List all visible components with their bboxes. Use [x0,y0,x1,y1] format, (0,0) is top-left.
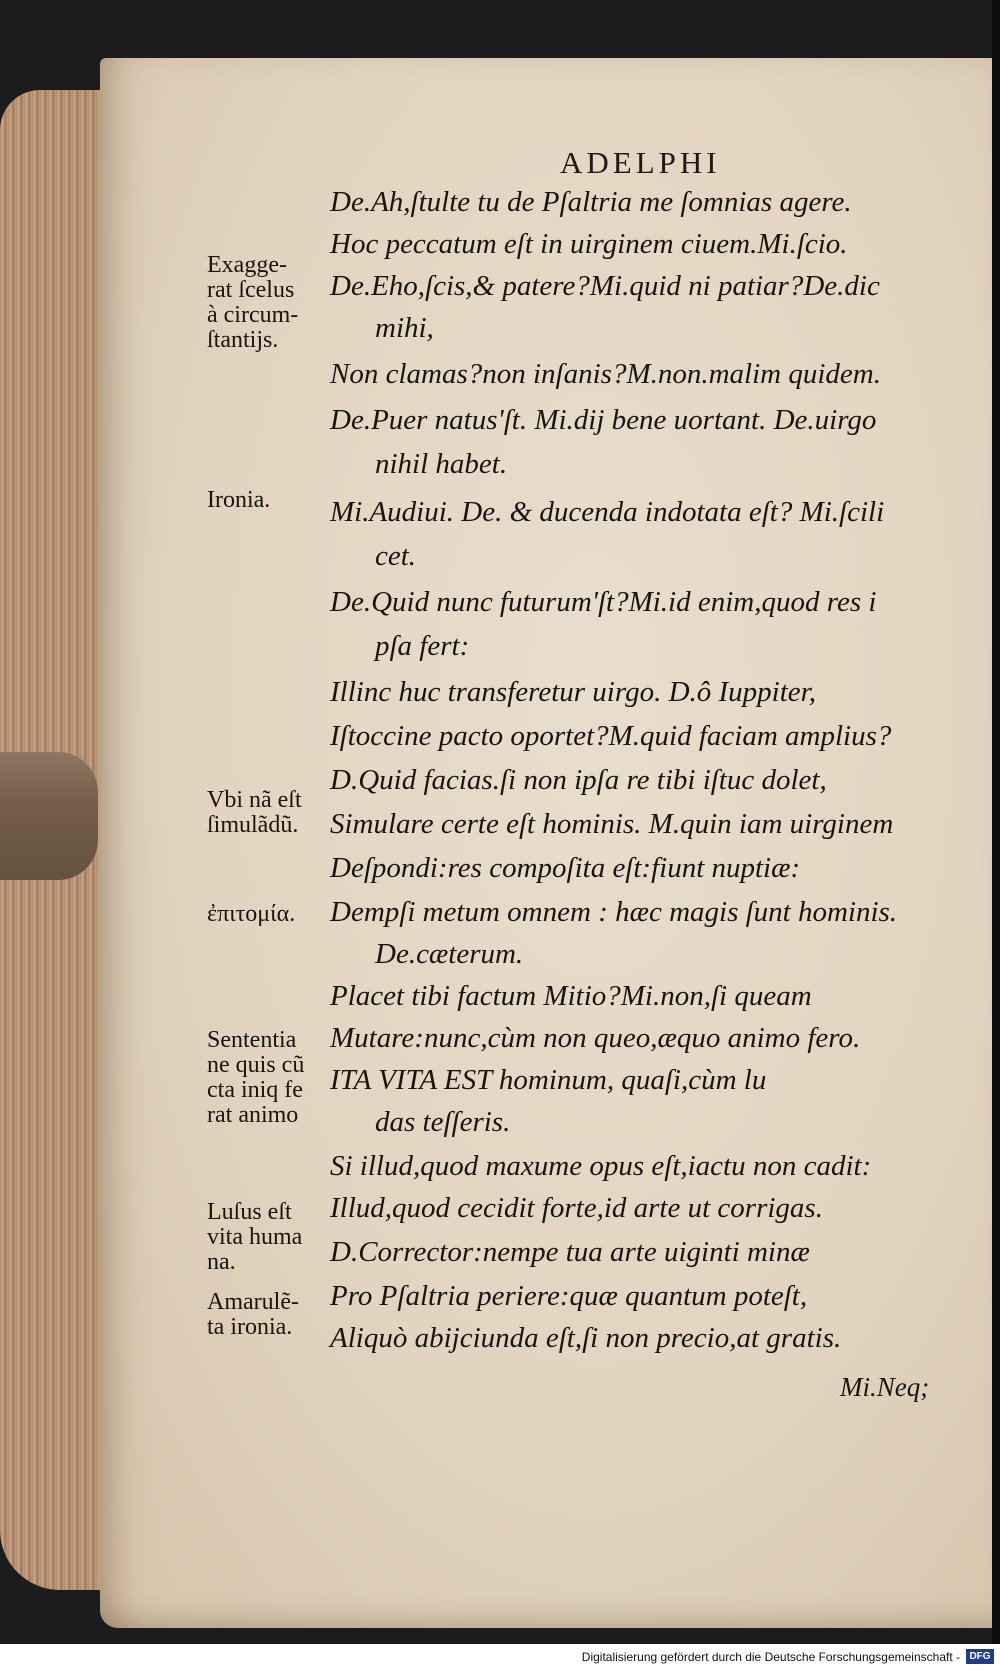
text-line: Aliquò abijciunda eſt,ſi non precio,at gratis. [330,1322,842,1354]
margin-note-line: cta iniq fe [207,1077,303,1103]
text-line: Simulare certe eſt hominis. M.quin iam uirginem [330,808,894,840]
text-line: Mutare:nunc,cùm non queo,æquo animo fero. [330,1022,861,1054]
margin-note [207,253,298,353]
text-line: ITA VITA EST hominum, quaſi,cùm lu [330,1064,767,1096]
text-line: nihil habet. [375,448,508,480]
text-line: Pro Pſaltria periere:quæ quantum poteſt, [330,1280,808,1312]
margin-note [207,1200,302,1275]
text-line: De.Puer natus'ſt. Mi.dij bene uortant. De.uirgo [330,404,877,436]
text-line: pſa fert: [375,630,470,662]
text-line: Si illud,quod maxume opus eſt,iactu non cadit: [330,1150,872,1182]
text-line: Placet tibi factum Mitio?Mi.non,ſi queam [330,980,812,1012]
margin-note-line: Luſus eſt [207,1199,292,1225]
text-line: cet. [375,540,417,572]
book-clasp [0,752,98,880]
running-head: ADELPHI [560,145,721,180]
text-line: Illinc huc transferetur uirgo. D.ô Iuppiter, [330,676,816,708]
margin-note-line: Amarulẽ- [207,1289,299,1315]
text-line: mihi, [375,312,434,344]
margin-note-line: ta ironia. [207,1314,293,1340]
margin-note-line: Ironia. [207,487,271,513]
footer-bar [0,1644,1000,1671]
text-line: De.Eho,ſcis,& patere?Mi.quid ni patiar?De.dic [330,270,880,302]
margin-note-line: na. [207,1249,236,1275]
digitization-credit: Digitalisierung gefördert durch die Deutsche Forschungsgemeinschaft - [581,1650,960,1664]
right-shadow [992,0,1000,1671]
text-line: De.cæterum. [375,938,524,970]
margin-note-line: vita huma [207,1224,303,1250]
margin-note-line: à circum- [207,302,299,328]
margin-note [207,788,302,838]
margin-note [207,1290,299,1340]
margin-note-line: Exagge- [207,252,287,278]
margin-note [207,1028,304,1128]
dfg-logo: DFG [966,1649,994,1664]
text-line: Deſpondi:res compoſita eſt:fiunt nuptiæ: [330,852,801,884]
text-line: Illud,quod cecidit forte,id arte ut corrigas. [330,1192,823,1224]
margin-note-line: Vbi nã eſt [207,787,302,813]
margin-note [207,488,270,513]
text-line: das teſſeris. [375,1106,511,1138]
text-line: De.Quid nunc futurum'ſt?Mi.id enim,quod res i [330,586,877,618]
margin-note-line: rat animo [207,1102,299,1128]
margin-note-line: ſimulãdũ. [207,812,299,838]
catchword: Mi.Neq; [840,1372,930,1402]
margin-note-line: ſtantijs. [207,327,279,353]
margin-note [207,902,295,927]
text-line: D.Corrector:nempe tua arte uiginti minæ [330,1236,810,1268]
text-line: Iſtoccine pacto oportet?M.quid faciam amplius? [330,720,892,752]
margin-note-line: ne quis cũ [207,1052,305,1078]
text-line: D.Quid facias.ſi non ipſa re tibi iſtuc dolet, [330,764,827,796]
margin-note-line: ἐπιτομία. [207,901,296,927]
text-line: Mi.Audiui. De. & ducenda indotata eſt? Mi.ſcili [330,496,885,528]
text-line: De.Ah,ſtulte tu de Pſaltria me ſomnias agere. [330,186,852,218]
margin-note-line: Sententia [207,1027,297,1053]
text-line: Hoc peccatum eſt in uirginem ciuem.Mi.ſcio. [330,228,848,260]
margin-note-line: rat ſcelus [207,277,295,303]
text-line: Non clamas?non inſanis?M.non.malim quidem. [330,358,881,390]
text-line: Dempſi metum omnem : hæc magis ſunt hominis. [330,896,898,928]
